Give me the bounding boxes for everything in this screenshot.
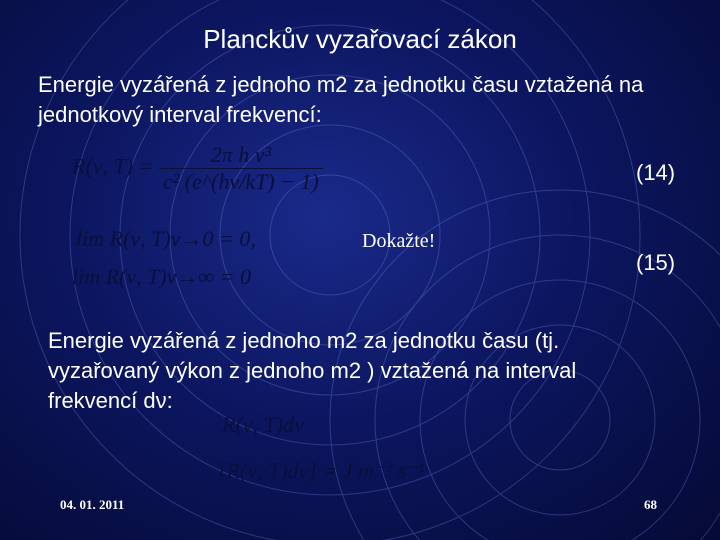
formula-14-fraction (159, 142, 323, 195)
formula-14-denominator: c² (e^(hν/kT) − 1) (162, 169, 319, 194)
formula-14-lhs: R(ν, T) = (72, 153, 154, 179)
formula-16-units: [R(ν, T)dν] = J m⁻² s⁻¹ (218, 458, 425, 483)
formula-16-expression: R(ν, T)dν (222, 412, 304, 437)
formula-15-limit-zero: lim R(ν, T)ν→0 = 0, (76, 226, 256, 251)
formula-15-limit-infinity: lim R(ν, T)ν→∞ = 0 (72, 264, 251, 289)
paragraph-power (48, 326, 658, 416)
formula-14-numerator: 2π h ν³ (159, 142, 323, 169)
paragraph-intro-text: Energie vyzářená z jednoho m2 za jednotku času vztažená na jednotkový interval frekvencí: (38, 72, 644, 127)
equation-number-15: (15) (636, 250, 676, 275)
dokazte-label: Dokažte! (362, 230, 436, 252)
paragraph-power-text: Energie vyzářená z jednoho m2 za jednotku času (tj. vyzařovaný výkon z jednoho m2 ) vztažená na interval frekvencí dν: (48, 328, 577, 413)
formula-14 (72, 142, 323, 195)
slide-title: Planckův vyzařovací zákon (203, 24, 517, 54)
paragraph-intro (38, 70, 708, 130)
page-number: 68 (644, 497, 657, 512)
footer-date: 04. 01. 2011 (60, 497, 125, 512)
equation-number-14: (14) (636, 160, 676, 185)
